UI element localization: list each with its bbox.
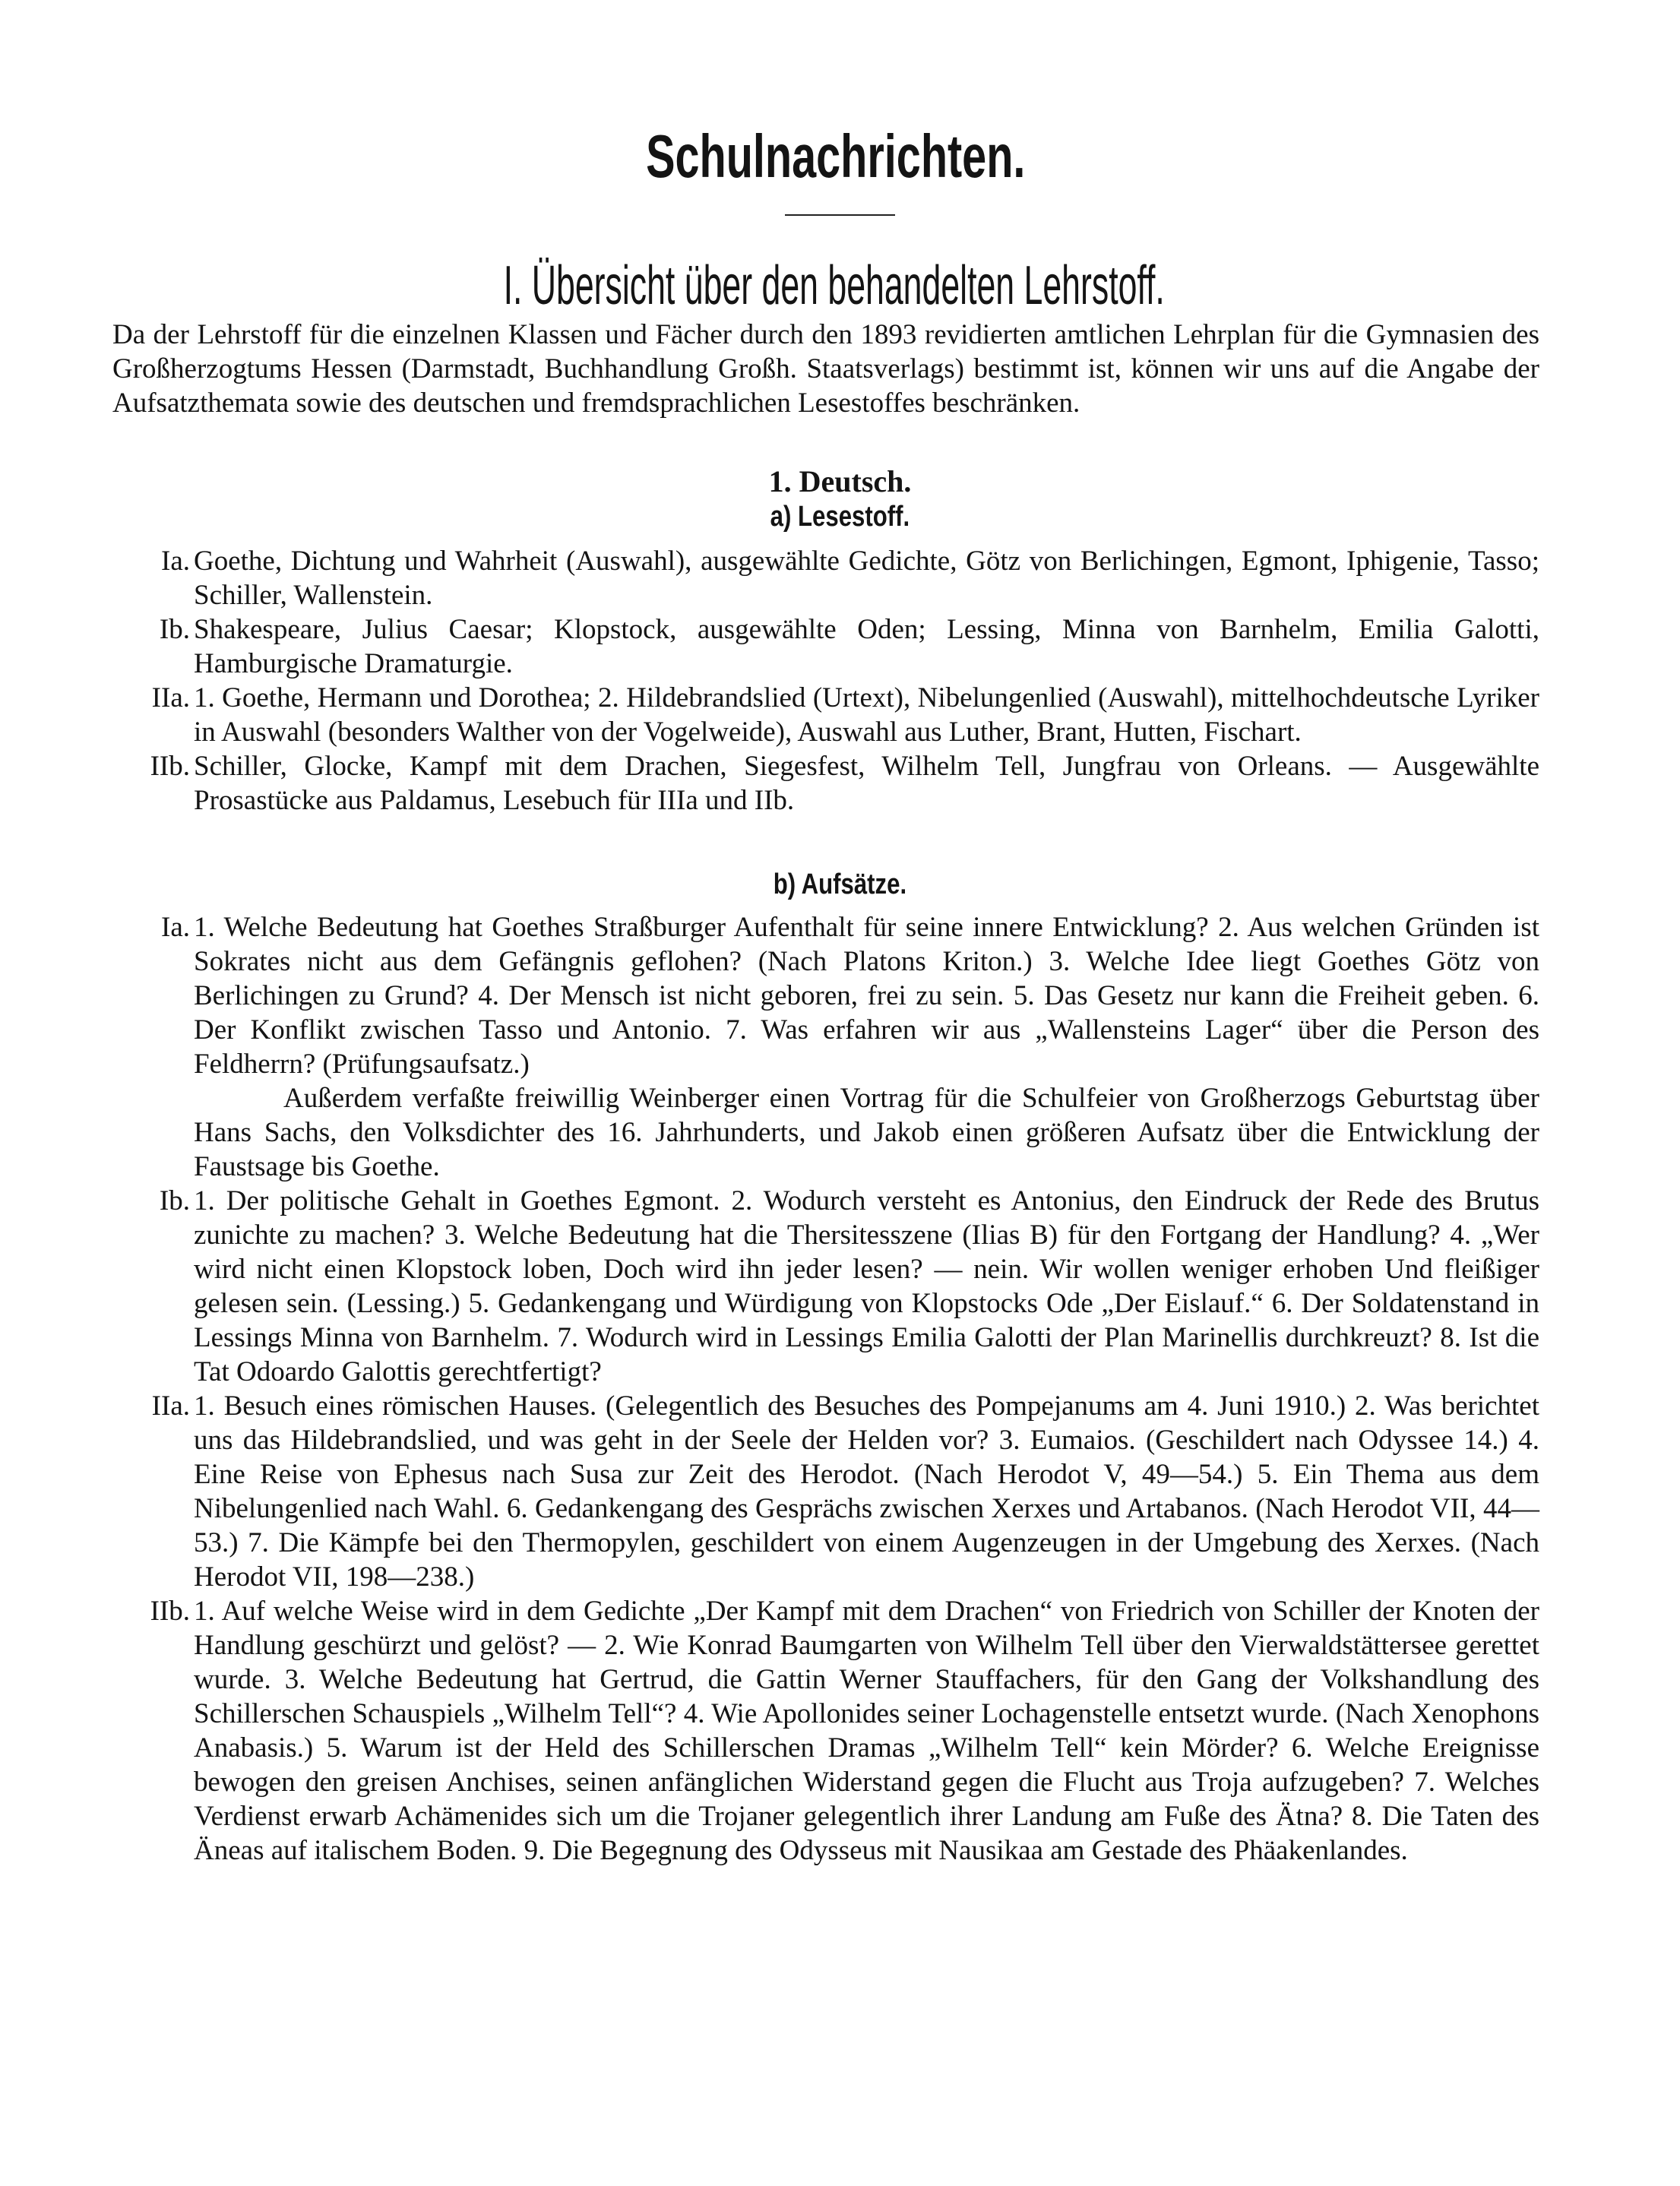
lesestoff-heading: a) Lesestoff. [770, 501, 910, 533]
item-text: 1. Welche Bedeutung hat Goethes Straßburger Aufenthalt für seine innere Entwicklung? 2. Aus welchen Gründen ist Sokrates nicht aus dem Gefängnis geflohen? (Nach Platons Kriton.) 3. Welche Idee liegt Goethes Götz von Berlichingen zu Grund? 4. Der Mensch ist nicht geboren, frei zu sein. 5. Das Gesetz nur kann die Freiheit geben. 6. Der Konflikt zwischen Tasso und Antonio. 7. Was erfahren wir aus „Wallensteins Lager“ über die Person des Feldherrn? (Prüfungsaufsatz.) [194, 912, 1539, 1080]
class-label: Ia. [161, 546, 190, 577]
list-item [112, 612, 1539, 681]
list-item [112, 544, 1539, 612]
item-text: 1. Goethe, Hermann und Dorothea; 2. Hildebrandslied (Urtext), Nibelungenlied (Auswahl), mittelhochdeutsche Lyriker in Auswahl (besonders Walther von der Vogelweide), Auswahl aus Luther, Brant, Hutten, Fischart. [194, 682, 1539, 748]
list-item [112, 681, 1539, 749]
class-label: Ia. [161, 912, 190, 943]
class-label: IIb. [150, 1596, 190, 1627]
class-label: IIa. [151, 682, 190, 713]
class-label: IIb. [150, 751, 190, 782]
list-item [112, 749, 1539, 818]
item-text: 1. Besuch eines römischen Hauses. (Gelegentlich des Besuches des Pompejanums am 4. Juni 1910.) 2. Was berichtet uns das Hildebrandslied, und was geht in der Seele der Helden vor? 3. Eumaios. (Geschildert nach Odyssee 14.) 4. Eine Reise von Ephesus nach Susa zur Zeit des Herodot. (Nach Herodot V, 49—54.) 5. Ein Thema aus dem Nibelungenlied nach Wahl. 6. Gedankengang des Gesprächs zwischen Xerxes und Artabanos. (Nach Herodot VII, 44—53.) 7. Die Kämpfe bei den Thermopylen, geschildert von einem Augenzeugen in der Umgebung des Xerxes. (Nach Herodot VII, 198—238.) [194, 1390, 1539, 1593]
subject-heading: 1. Deutsch. [768, 464, 912, 498]
list-item [112, 1389, 1539, 1594]
item-text: Schiller, Glocke, Kampf mit dem Drachen, Siegesfest, Wilhelm Tell, Jungfrau von Orleans. — Ausgewählte Prosastücke aus Paldamus, Lesebuch für IIIa und IIb. [194, 751, 1539, 816]
aufsaetze-list [112, 910, 1539, 1868]
list-item [112, 910, 1539, 1081]
item-text: Shakespeare, Julius Caesar; Klopstock, ausgewählte Oden; Lessing, Minna von Barnhelm, Emilia Galotti, Hamburgische Dramaturgie. [194, 614, 1539, 679]
title-rule [785, 214, 895, 216]
item-text: Goethe, Dichtung und Wahrheit (Auswahl), ausgewählte Gedichte, Götz von Berlichingen, Egmont, Iphigenie, Tasso; Schiller, Wallenstein. [194, 546, 1539, 611]
item-text: 1. Auf welche Weise wird in dem Gedichte „Der Kampf mit dem Drachen“ von Friedrich von Schiller der Knoten der Handlung geschürzt und gelöst? — 2. Wie Konrad Baumgarten von Wilhelm Tell über den Vierwaldstättersee gerettet wurde. 3. Welche Bedeutung hat Gertrud, die Gattin Werner Stauffachers, für den Gang der Volkshandlung des Schillerschen Schauspiels „Wilhelm Tell“? 4. Wie Apollonides seiner Lochagenstelle entsetzt wurde. (Nach Xenophons Anabasis.) 5. Warum ist der Held des Schillerschen Dramas „Wilhelm Tell“ kein Mörder? 6. Welche Ereignisse bewogen den greisen Anchises, seinen anfänglichen Widerstand gegen die Flucht aus Troja aufzugeben? 7. Welches Verdienst erwarb Achämenides sich um die Trojaner gelegentlich ihrer Landung am Fuße des Ätna? 8. Die Taten des Äneas auf italischem Boden. 9. Die Begegnung des Odysseus mit Nausikaa am Gestade des Phäakenlandes. [194, 1596, 1539, 1866]
item-text: 1. Der politische Gehalt in Goethes Egmont. 2. Wodurch versteht es Antonius, den Eindruck der Rede des Brutus zunichte zu machen? 3. Welche Bedeutung hat die Thersitesszene (Ilias B) für den Fortgang der Handlung? 4. „Wer wird nicht einen Klopstock loben, Doch wird ihn jeder lesen? — nein. Wir wollen weniger erhoben Und fleißiger gelesen sein. (Lessing.) 5. Gedankengang und Würdigung von Klopstocks Ode „Der Eislauf.“ 6. Der Soldatenstand in Lessings Minna von Barnhelm. 7. Wodurch wird in Lessings Emilia Galotti der Plan Marinellis durchkreuzt? 8. Ist die Tat Odoardo Galottis gerechtfertigt? [194, 1185, 1539, 1387]
list-item [112, 1594, 1539, 1868]
lesestoff-list [112, 544, 1539, 818]
class-label: Ib. [159, 1185, 190, 1216]
class-label: Ib. [159, 614, 190, 645]
aufsaetze-heading: b) Aufsätze. [773, 868, 907, 900]
class-label: IIa. [151, 1390, 190, 1422]
intro-paragraph: Da der Lehrstoff für die einzelnen Klassen und Fächer durch den 1893 revidierten amtlichen Lehrplan für die Gymnasien des Großherzogtums Hessen (Darmstadt, Buchhandlung Großh. Staatsverlags) bestimmt ist, können wir uns auf die Angabe der Aufsatzthemata sowie des deutschen und fremdsprachlichen Lesestoffes beschränken. [112, 319, 1539, 419]
list-item [112, 1184, 1539, 1389]
page-title: Schulnachrichten. [646, 122, 1026, 190]
additional-note: Außerdem verfaßte freiwillig Weinberger einen Vortrag für die Schulfeier von Großherzogs Geburtstag über Hans Sachs, den Volksdichter des 16. Jahrhunderts, und Jakob einen größeren Aufsatz über die Entwicklung der Faustsage bis Goethe. [194, 1083, 1539, 1182]
section-title: I. Übersicht über den behandelten Lehrstoff. [503, 255, 1165, 316]
